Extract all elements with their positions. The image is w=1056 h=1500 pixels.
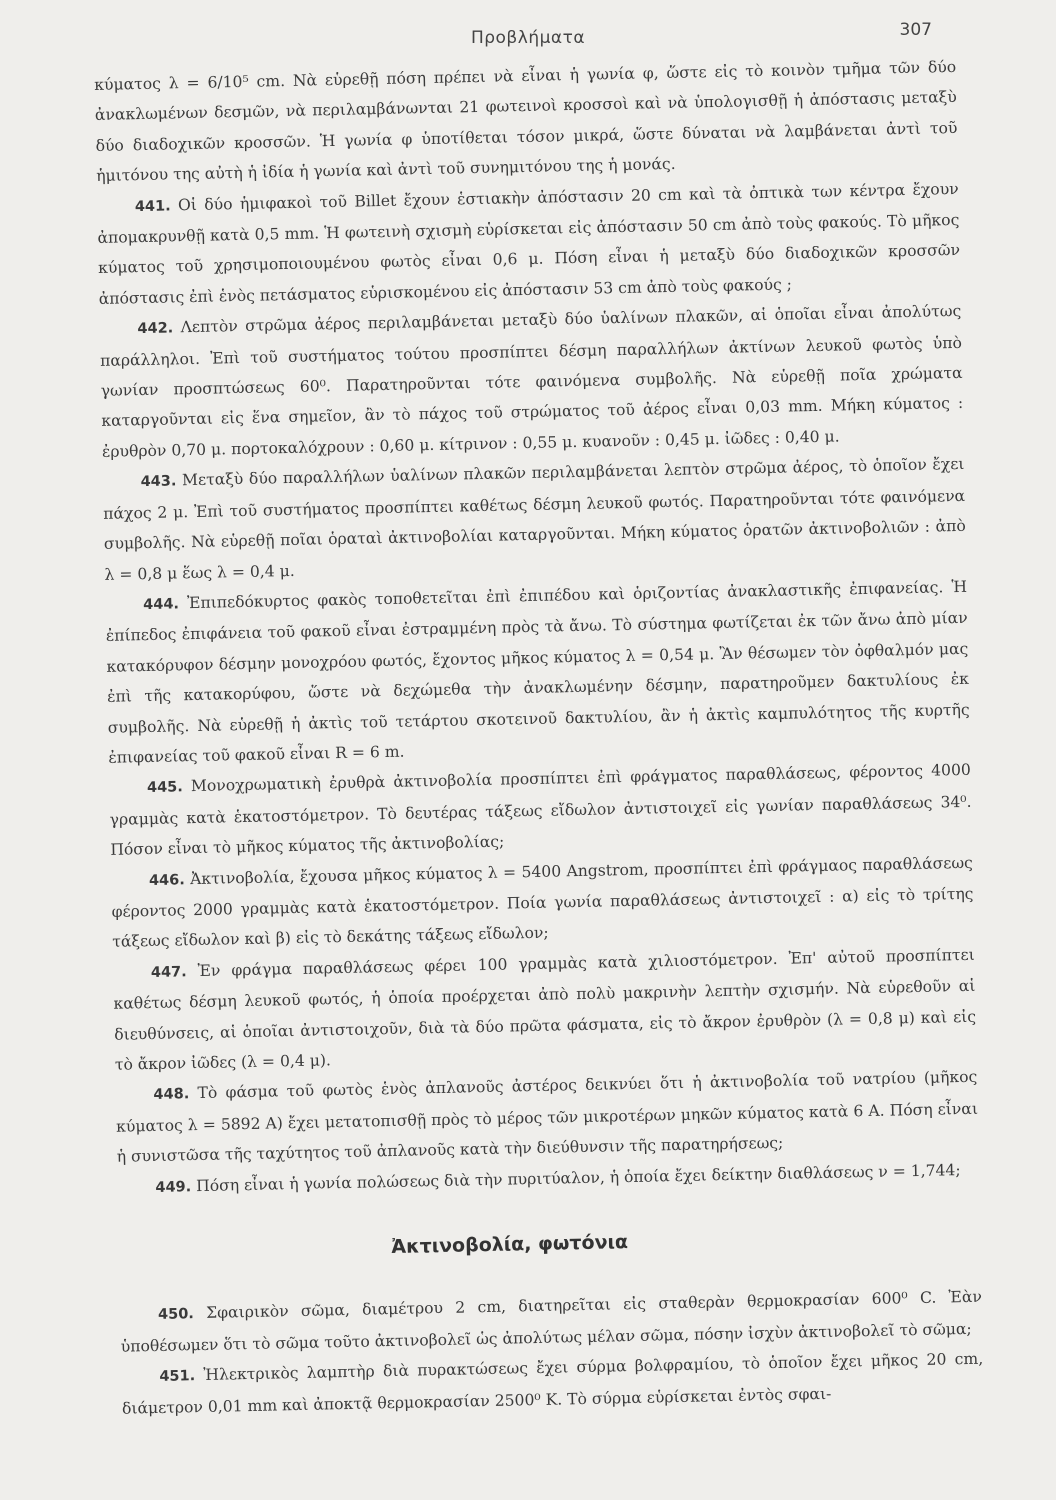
problem-text: Μονοχρωματικὴ ἐρυθρὰ ἀκτινοβολία προσπίπτει ἐπὶ φράγματος παραθλάσεως, φέροντος 4000 γραμμὰς κατὰ ἑκατοστόμετρον. Τὸ δευτέρας τάξεως εἴδωλον ἀντιστοιχεῖ εἰς γωνίαν παραθλάσεως 34⁰. Πόσον εἶναι τὸ μῆκος κύματος τῆς ἀκτινοβολίας; bbox=[109, 761, 972, 859]
problem-text: Ἠλεκτρικὸς λαμπτὴρ διὰ πυρακτώσεως ἔχει σύρμα βολφραμίου, τὸ ὁποῖον ἔχει μῆκος 20 cm, διάμετρον 0,01 mm καὶ ἀποκτᾷ θερμοκρασίαν 2500⁰ K. Τὸ σύρμα εὑρίσκεται ἐντὸς σφαι- bbox=[121, 1349, 984, 1418]
problem-number: 446. bbox=[148, 871, 185, 889]
problem-number: 445. bbox=[146, 779, 183, 797]
problem-text: Ἐπιπεδόκυρτος φακὸς τοποθετεῖται ἐπὶ ἐπιπέδου καὶ ὁριζοντίας ἀνακλαστικῆς ἐπιφανείας. Ἡ ἐπίπεδος ἐπιφάνεια τοῦ φακοῦ εἶναι ἐστραμμένη πρὸς τὰ ἄνω. Τὸ σύστημα φωτίζεται ἐκ τῶν ἄνω ἀπὸ μίαν κατακόρυφον δέσμην μονοχρόου φωτός, ἔχοντος μῆκος κύματος λ = 0,54 μ. Ἂν θέσωμεν τὸν ὀφθαλμόν μας ἐπὶ τῆς κατακορύφου, ὥστε νὰ δεχώμεθα τὴν ἀνακλωμένην δέσμην, παρατηροῦμεν δακτυλίους ἐκ συμβολῆς. Νὰ εὑρεθῇ ἡ ἀκτὶς τοῦ τετάρτου σκοτεινοῦ δακτυλίου, ἂν ἡ ἀκτὶς καμπυλότητος τῆς κυρτῆς ἐπιφανείας τοῦ φακοῦ εἶναι R = 6 m. bbox=[105, 577, 970, 767]
problem-text: Οἱ δύο ἡμιφακοὶ τοῦ Billet ἔχουν ἑστιακὴν ἀπόστασιν 20 cm καὶ τὰ ὀπτικὰ των κέντρα ἔχουν ἀπομακρυνθῇ κατὰ 0,5 mm. Ἡ φωτεινὴ σχισμὴ εὑρίσκεται εἰς ἀπόστασιν 50 cm ἀπὸ τοὺς φακούς. Τὸ μῆκος κύματος τοῦ χρησιμοποιουμένου φωτὸς εἶναι 0,6 μ. Πόση εἶναι ἡ μεταξὺ δύο διαδοχικῶν κροσσῶν ἀπόστασις ἐπὶ ἑνὸς πετάσματος εὑρισκομένου εἰς ἀπόστασιν 53 cm ἀπὸ τοὺς φακούς ; bbox=[97, 179, 961, 308]
intro-paragraph: κύματος λ = 6/10⁵ cm. Νὰ εὑρεθῇ πόση πρέπει νὰ εἶναι ἡ γωνία φ, ὥστε εἰς τὸ κοινὸν τμῆμα τῶν δύο ἀνακλωμένων δεσμῶν, νὰ περιλαμβάνωνται 21 φωτεινοὶ κροσσοὶ καὶ νὰ ὑπολογισθῇ ἡ ἀπόστασις μεταξὺ δύο διαδοχικῶν κροσσῶν. Ἡ γωνία φ ὑποτίθεται τόσον μικρά, ὥστε δύναται νὰ λαμβάνεται ἀντὶ τοῦ ἡμιτόνου της αὐτὴ ἡ ἰδία ἡ γωνία καὶ ἀντὶ τοῦ συνημιτόνου της ἡ μονάς. bbox=[94, 57, 958, 186]
problem-number: 442. bbox=[137, 320, 174, 338]
problem-444 bbox=[105, 572, 971, 773]
problem-text: Μεταξὺ δύο παραλλήλων ὑαλίνων πλακῶν περιλαμβάνεται λεπτὸν στρῶμα ἀέρος, τὸ ὁποῖον ἔχει πάχος 2 μ. Ἐπὶ τοῦ συστήματος προσπίπτει καθέτως δέσμη λευκοῦ φωτός. Παρατηροῦνται τότε φαινόμενα συμβολῆς. Νὰ εὑρεθῇ ποῖαι ὁραταὶ ἀκτινοβολίαι καταργοῦνται. Μήκη κύματος ὁρατῶν ἀκτινοβολιῶν : ἀπὸ λ = 0,8 μ ἕως λ = 0,4 μ. bbox=[103, 455, 966, 584]
problem-text: Πόση εἶναι ἡ γωνία πολώσεως διὰ τὴν πυριτύαλον, ἡ ὁποία ἔχει δείκτην διαθλάσεως ν = 1,744; bbox=[195, 1160, 961, 1195]
problem-448 bbox=[115, 1062, 979, 1172]
problem-number: 443. bbox=[140, 473, 177, 491]
problem-441 bbox=[97, 174, 961, 315]
problem-text: Σφαιρικὸν σῶμα, διαμέτρου 2 cm, διατηρεῖται εἰς σταθερὰν θερμοκρασίαν 600⁰ C. Ἐὰν ὑποθέσωμεν ὅτι τὸ σῶμα τοῦτο ἀκτινοβολεῖ ὡς ἀπολύτως μέλαν σῶμα, πόσην ἰσχὺν ἀκτινοβολεῖ τὸ σῶμα; bbox=[120, 1288, 983, 1356]
problem-number: 447. bbox=[150, 964, 187, 981]
problem-number: 451. bbox=[159, 1368, 196, 1386]
problem-text: Λεπτὸν στρῶμα ἀέρος περιλαμβάνεται μεταξὺ δύο ὑαλίνων πλακῶν, αἱ ὁποῖαι εἶναι ἀπολύτως παράλληλοι. Ἐπὶ τοῦ συστήματος τούτου προσπίπτει δέσμη παραλλήλων ἀκτίνων λευκοῦ φωτὸς ὑπὸ γωνίαν προσπτώσεως 60⁰. Παρατηροῦνται τότε φαινόμενα συμβολῆς. Νὰ εὑρεθῇ ποῖα χρώματα καταργοῦνται εἰς ἕνα σημεῖον, ἂν τὸ πάχος τοῦ στρώματος τοῦ ἀέρος εἶναι 0,03 mm. Μήκη κύματος : ἐρυθρὸν 0,70 μ. πορτοκαλόχρουν : 0,60 μ. κίτρινον : 0,55 μ. κυανοῦν : 0,45 μ. ἰῶδες : 0,40 μ. bbox=[99, 302, 964, 461]
problem-number: 450. bbox=[157, 1306, 195, 1324]
problem-number: 448. bbox=[153, 1086, 190, 1104]
section-heading: Ἀκτινοβολία, φωτόνια bbox=[391, 1231, 629, 1259]
problem-text: Τὸ φάσμα τοῦ φωτὸς ἑνὸς ἀπλανοῦς ἀστέρος δεικνύει ὅτι ἡ ἀκτινοβολία τοῦ νατρίου (μῆκος κύματος λ = 5892 A) ἔχει μετατοπισθῇ πρὸς τὸ μέρος τῶν μικροτέρων μηκῶν κύματος κατὰ 6 A. Πόση εἶναι ἡ συνιστῶσα τῆς ταχύτητος τοῦ ἀπλανοῦς κατὰ τὴν διεύθυνσιν τῆς παρατηρήσεως; bbox=[115, 1068, 979, 1166]
problem-number: 444. bbox=[143, 596, 180, 613]
running-header-title: Προβλήματα bbox=[470, 28, 586, 48]
problem-text: Ἐν φράγμα παραθλάσεως φέρει 100 γραμμὰς κατὰ χιλιοστόμετρον. Ἐπ' αὐτοῦ προσπίπτει καθέτως δέσμη λευκοῦ φωτός, ἡ ὁποία προέρχεται ἀπὸ πολὺ μακρινὴν λεπτὴν σχισμήν. Νὰ εὑρεθοῦν αἱ διευθύνσεις, αἱ ὁποῖαι ἀντιστοιχοῦν, διὰ τὰ δύο πρῶτα φάσματα, εἰς τὸ ἄκρον ἐρυθρὸν (λ = 0,8 μ) καὶ εἰς τὸ ἄκρον ἰῶδες (λ = 0,4 μ). bbox=[113, 945, 977, 1074]
problem-445 bbox=[109, 755, 973, 865]
body-text bbox=[94, 52, 984, 1424]
problem-text: Ἀκτινοβολία, ἔχουσα μῆκος κύματος λ = 5400 Angstrom, προσπίπτει ἐπὶ φράγμαος παραθλάσεως φέροντος 2000 γραμμὰς κατὰ ἑκατοστόμετρον. Ποία γωνία παραθλάσεως ἀντιστοιχεῖ : α) εἰς τὸ τρίτης τάξεως εἴδωλον καὶ β) εἰς τὸ δεκάτης τάξεως εἴδωλον; bbox=[111, 853, 974, 952]
problem-number: 441. bbox=[134, 198, 171, 215]
problem-447 bbox=[113, 940, 977, 1081]
problem-442 bbox=[99, 296, 964, 467]
page-number: 307 bbox=[899, 20, 932, 40]
problem-443 bbox=[102, 449, 966, 590]
problem-number: 449. bbox=[155, 1178, 192, 1196]
problem-446 bbox=[111, 847, 975, 957]
